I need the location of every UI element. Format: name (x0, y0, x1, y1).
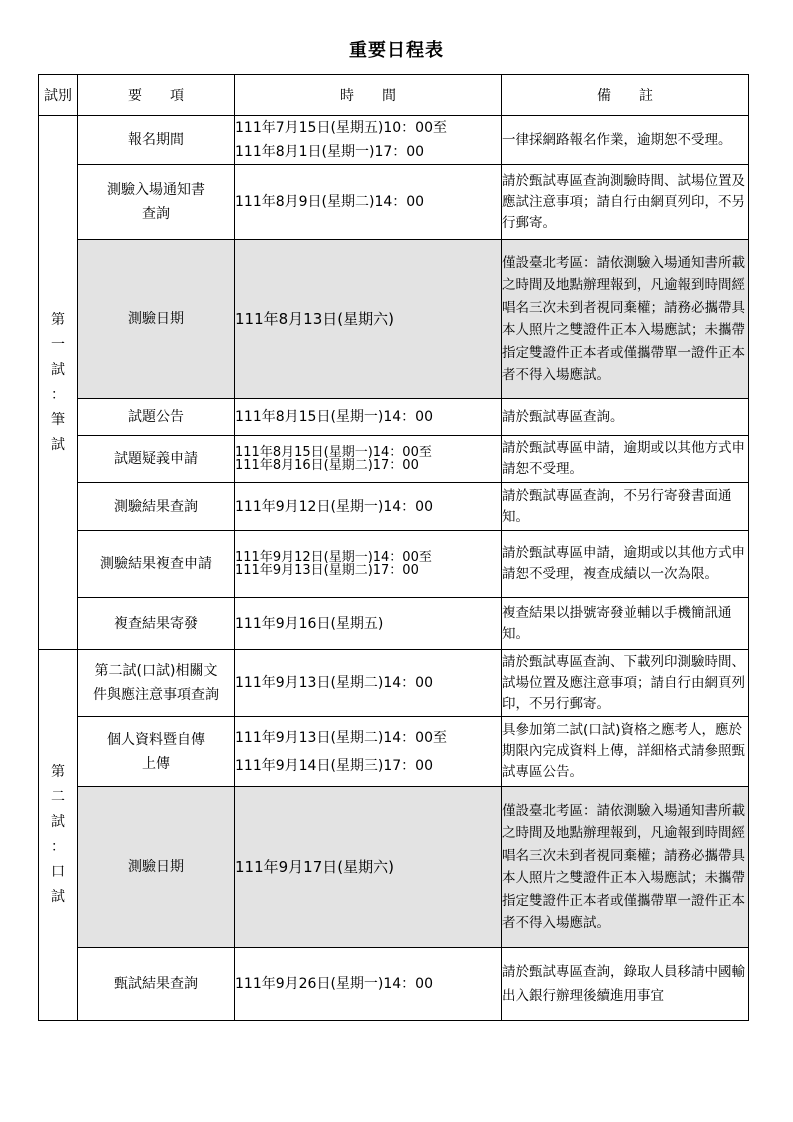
time-cell: 111年9月12日(星期一)14：00 (235, 483, 502, 531)
item-cell: 個人資料暨自傳 上傳 (78, 717, 235, 787)
header-time: 時 間 (235, 75, 502, 116)
table-header-row (39, 75, 749, 116)
time-cell: 111年9月17日(星期六) (235, 787, 502, 948)
time-cell: 111年8月15日(星期一)14：00至 111年8月16日(星期二)17：00 (235, 436, 502, 483)
time-cell: 111年8月13日(星期六) (235, 240, 502, 399)
item-cell: 試題公告 (78, 399, 235, 436)
table-row (39, 531, 749, 598)
note-cell: 請於甄試專區查詢，錄取人員移請中國輸出入銀行辦理後續進用事宜 (502, 948, 749, 1021)
item-cell: 甄試結果查詢 (78, 948, 235, 1021)
header-note: 備 註 (502, 75, 749, 116)
header-stage: 試別 (39, 75, 78, 116)
table-row (39, 717, 749, 787)
header-item: 要 項 (78, 75, 235, 116)
item-cell: 第二試(口試)相關文 件與應注意事項查詢 (78, 650, 235, 717)
note-cell: 一律採網路報名作業，逾期恕不受理。 (502, 116, 749, 165)
item-cell: 測驗入場通知書 查詢 (78, 165, 235, 240)
note-cell: 請於甄試專區申請，逾期或以其他方式申請恕不受理，複查成績以一次為限。 (502, 531, 749, 598)
item-cell: 測驗結果複查申請 (78, 531, 235, 598)
schedule-table (38, 74, 749, 1021)
item-cell: 測驗日期 (78, 240, 235, 399)
item-cell: 報名期間 (78, 116, 235, 165)
page-title: 重要日程表 (349, 40, 444, 61)
time-cell: 111年8月15日(星期一)14：00 (235, 399, 502, 436)
table-row (39, 436, 749, 483)
stage-2-label: 第 二 試 ： 口 試 (39, 650, 78, 1021)
time-cell: 111年9月12日(星期一)14：00至 111年9月13日(星期二)17：00 (235, 531, 502, 598)
note-cell: 僅設臺北考區：請依測驗入場通知書所載之時間及地點辦理報到，凡逾報到時間經唱名三次未到者視同棄權；請務必攜帶具本人照片之雙證件正本入場應試；未攜帶指定雙證件正本者或僅攜帶單一證件正本者不得入場應試。 (502, 240, 749, 399)
time-cell: 111年8月9日(星期二)14：00 (235, 165, 502, 240)
time-cell: 111年9月13日(星期二)14：00至 111年9月14日(星期三)17：00 (235, 717, 502, 787)
note-cell: 僅設臺北考區：請依測驗入場通知書所載之時間及地點辦理報到，凡逾報到時間經唱名三次未到者視同棄權；請務必攜帶具本人照片之雙證件正本入場應試；未攜帶指定雙證件正本者或僅攜帶單一證件正本者不得入場應試。 (502, 787, 749, 948)
note-cell: 具參加第二試(口試)資格之應考人，應於期限內完成資料上傳，詳細格式請參照甄試專區公告。 (502, 717, 749, 787)
note-cell: 請於甄試專區查詢測驗時間、試場位置及應試注意事項；請自行由網頁列印，不另行郵寄。 (502, 165, 749, 240)
table-row (39, 116, 749, 165)
time-cell: 111年9月26日(星期一)14：00 (235, 948, 502, 1021)
table-row-highlight (39, 787, 749, 948)
note-cell: 請於甄試專區申請，逾期或以其他方式申請恕不受理。 (502, 436, 749, 483)
item-cell: 試題疑義申請 (78, 436, 235, 483)
time-cell: 111年9月13日(星期二)14：00 (235, 650, 502, 717)
table-row-highlight (39, 240, 749, 399)
table-row (39, 948, 749, 1021)
item-cell: 測驗日期 (78, 787, 235, 948)
note-cell: 複查結果以掛號寄發並輔以手機簡訊通知。 (502, 598, 749, 650)
item-cell: 測驗結果查詢 (78, 483, 235, 531)
item-cell: 複查結果寄發 (78, 598, 235, 650)
table-row (39, 165, 749, 240)
time-cell: 111年9月16日(星期五) (235, 598, 502, 650)
note-cell: 請於甄試專區查詢、下載列印測驗時間、試場位置及應注意事項；請自行由網頁列印，不另行郵寄。 (502, 650, 749, 717)
stage-1-label: 第 一 試 ： 筆 試 (39, 116, 78, 650)
table-row (39, 483, 749, 531)
time-cell: 111年7月15日(星期五)10：00至 111年8月1日(星期一)17：00 (235, 116, 502, 165)
table-row (39, 598, 749, 650)
note-cell: 請於甄試專區查詢。 (502, 399, 749, 436)
table-row (39, 650, 749, 717)
table-row (39, 399, 749, 436)
note-cell: 請於甄試專區查詢，不另行寄發書面通知。 (502, 483, 749, 531)
